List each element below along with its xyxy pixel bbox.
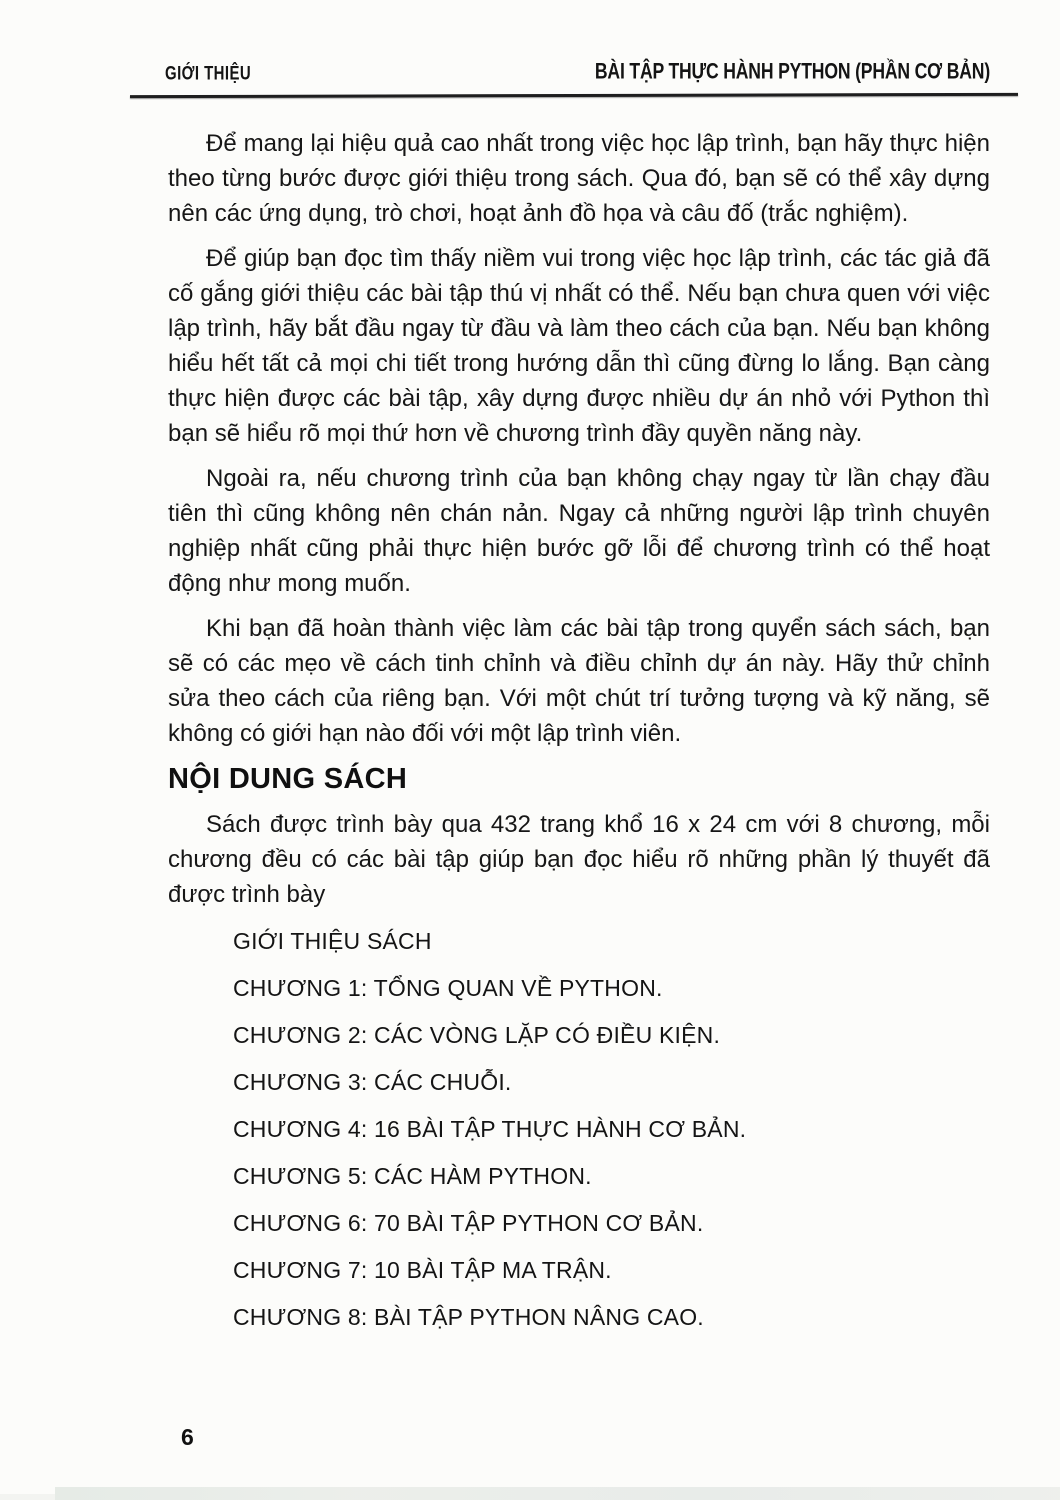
- paragraph-3: Ngoài ra, nếu chương trình của bạn không chạy ngay từ lần chạy đầu tiên thì cũng không nên chán nản. Ngay cả những người lập trình chuyên nghiệp nhất cũng phải thực hiện bước gỡ lỗi để chương trình có thể hoạt động như mong muốn.: [168, 465, 990, 597]
- section-intro-paragraph: Sách được trình bày qua 432 trang khổ 16 x 24 cm với 8 chương, mỗi chương đều có các bài tập giúp bạn đọc hiểu rõ những phần lý thuyết đã được trình bày: [168, 811, 990, 908]
- chapter-list-item: CHƯƠNG 3: CÁC CHUỖI.: [233, 1069, 512, 1095]
- paragraph-4: Khi bạn đã hoàn thành việc làm các bài tập trong quyển sách sách, bạn sẽ có các mẹo về cách tinh chỉnh và điều chỉnh dự án này. Hãy thử chỉnh sửa theo cách của riêng bạn. Với một chút trí tưởng tượng và kỹ năng, sẽ không có giới hạn nào đối với một lập trình viên.: [168, 615, 990, 747]
- section-heading: NỘI DUNG SÁCH: [168, 763, 408, 795]
- header-rule: [130, 93, 1018, 98]
- chapter-list-item: CHƯƠNG 8: BÀI TẬP PYTHON NÂNG CAO.: [233, 1304, 704, 1330]
- header-book-title: BÀI TẬP THỰC HÀNH PYTHON (PHẦN CƠ BẢN): [594, 59, 990, 84]
- scan-edge-artifact: [55, 1487, 1060, 1500]
- chapter-list-item: CHƯƠNG 6: 70 BÀI TẬP PYTHON CƠ BẢN.: [233, 1210, 704, 1236]
- page-content: [168, 126, 990, 1347]
- running-header: [165, 59, 990, 85]
- paragraph-2: Để giúp bạn đọc tìm thấy niềm vui trong việc học lập trình, các tác giả đã cố gắng giới thiệu các bài tập thú vị nhất có thể. Nếu bạn chưa quen với việc lập trình, hãy bắt đầu ngay từ đầu và làm theo cách của bạn. Nếu bạn không hiểu hết tất cả mọi chi tiết trong hướng dẫn thì cũng đừng lo lắng. Bạn càng thực hiện được các bài tập, xây dựng được nhiều dự án nhỏ với Python thì bạn sẽ hiểu rõ mọi thứ hơn về chương trình đầy quyền năng này.: [168, 245, 990, 447]
- chapter-list-item: CHƯƠNG 4: 16 BÀI TẬP THỰC HÀNH CƠ BẢN.: [233, 1116, 747, 1142]
- chapter-list: [168, 924, 990, 1335]
- header-section-title: GIỚI THIỆU: [165, 62, 252, 84]
- chapter-list-item: CHƯƠNG 5: CÁC HÀM PYTHON.: [233, 1163, 592, 1189]
- chapter-list-item: CHƯƠNG 2: CÁC VÒNG LẶP CÓ ĐIỀU KIỆN.: [233, 1022, 721, 1048]
- scan-edge-corner-artifact: [0, 1494, 55, 1500]
- page-number: 6: [181, 1424, 194, 1450]
- chapter-list-item: GIỚI THIỆU SÁCH: [233, 928, 432, 954]
- chapter-list-item: CHƯƠNG 1: TỔNG QUAN VỀ PYTHON.: [233, 975, 663, 1001]
- paragraph-1: Để mang lại hiệu quả cao nhất trong việc học lập trình, bạn hãy thực hiện theo từng bước được giới thiệu trong sách. Qua đó, bạn sẽ có thể xây dựng nên các ứng dụng, trò chơi, hoạt ảnh đồ họa và câu đố (trắc nghiệm).: [168, 130, 990, 227]
- chapter-list-item: CHƯƠNG 7: 10 BÀI TẬP MA TRẬN.: [233, 1257, 612, 1283]
